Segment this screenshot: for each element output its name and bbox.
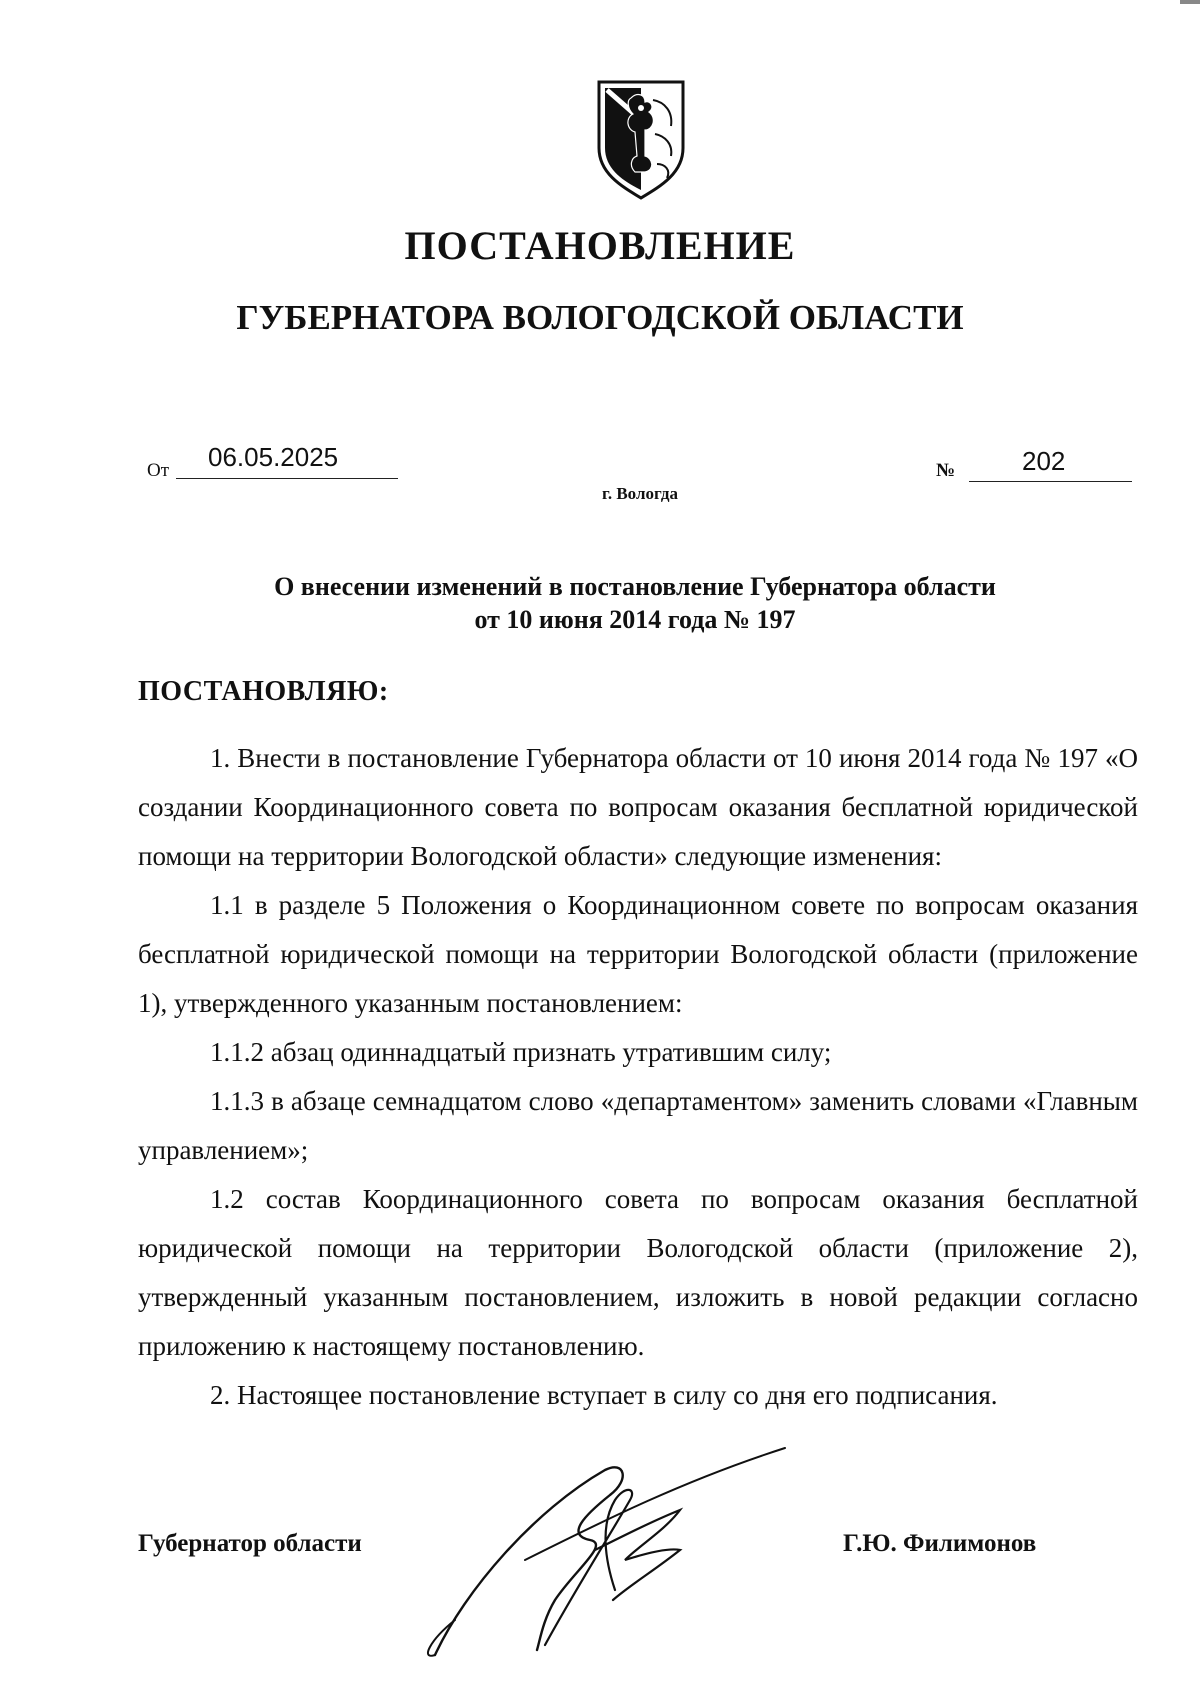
handwritten-signature [425,1440,805,1670]
date-underline [176,478,398,479]
paragraph-1-1-2: 1.1.2 абзац одиннадцатый признать утратившим силу; [210,1037,832,1067]
decree-heading: ПОСТАНОВЛЯЮ: [138,676,389,707]
document-subject [0,570,1200,636]
document-city: г. Вологда [602,484,678,503]
scan-corner-mark [1180,0,1200,4]
paragraph-1-2: 1.2 состав Координационного совета по вопросам оказания бесплатной юридической помощи на территории Вологодской области (приложение 2), утвержденный указанным постановлением, изложить в новой редакции согласно приложению к настоящему постановлению. [138,1184,1138,1361]
subject-line-1: О внесении изменений в постановление Губернатора области [274,572,996,601]
document-issuer: ГУБЕРНАТОРА ВОЛОГОДСКОЙ ОБЛАСТИ [236,298,964,337]
document-body [138,734,1138,1420]
paragraph-1-1-3: 1.1.3 в абзаце семнадцатом слово «департаментом» заменить словами «Главным управлением»; [138,1086,1138,1165]
number-underline [969,481,1132,482]
document-date: 06.05.2025 [208,442,339,472]
date-label: От [147,460,170,481]
document-title: ПОСТАНОВЛЕНИЕ [404,223,796,268]
signatory-position: Губернатор области [138,1530,362,1557]
paragraph-1-1: 1.1 в разделе 5 Положения о Координационном совете по вопросам оказания бесплатной юридической помощи на территории Вологодской области (приложение 1), утвержденного указанным постановлением: [138,890,1138,1018]
paragraph-1: 1. Внести в постановление Губернатора области от 10 июня 2014 года № 197 «О создании Координационного совета по вопросам оказания бесплатной юридической помощи на территории Вологодской области» следующие изменения: [138,743,1138,871]
paragraph-2: 2. Настоящее постановление вступает в силу со дня его подписания. [210,1380,998,1410]
subject-line-2: от 10 июня 2014 года № 197 [474,605,796,634]
document-number: 202 [1022,446,1066,476]
number-label: № [936,460,956,481]
signatory-name: Г.Ю. Филимонов [843,1530,1037,1557]
coat-of-arms-icon [595,78,687,200]
